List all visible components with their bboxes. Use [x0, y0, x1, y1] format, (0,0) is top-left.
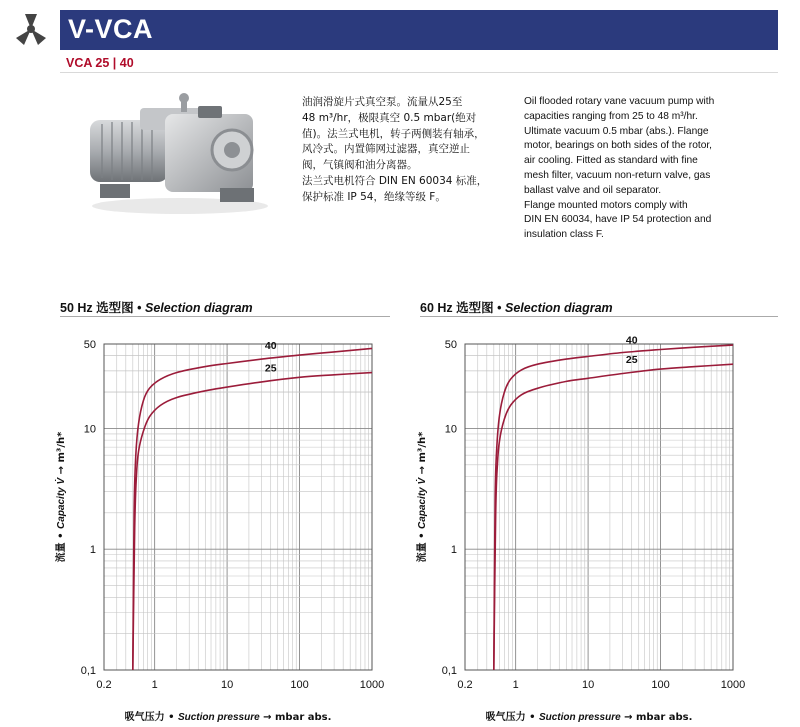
- x-tick-label: 0.2: [96, 679, 112, 691]
- model-subtitle: VCA 25 | 40: [66, 56, 134, 70]
- y-axis-label-cn: 流量: [56, 542, 67, 563]
- y-tick-label: 50: [83, 339, 96, 351]
- description-chinese: 油润滑旋片式真空泵。流量从25至 48 m³/hr，极限真空 0.5 mbar(绝对 值)。法兰式电机，转子两侧装有轴承， 风冷式。内置筛网过滤器，真空逆止 阀，气镇阀和油分离器。 法兰式电机符合 DIN EN 60034 标准， 保护标准 IP 54，绝缘等级 F。: [302, 96, 488, 203]
- y-tick-label: 0,1: [80, 665, 96, 677]
- series-line-40: [494, 345, 733, 670]
- page-title: V-VCA: [68, 14, 154, 44]
- y-axis-arrow-icon: →: [417, 462, 428, 478]
- x-axis-label-cn: 吸气压力: [485, 712, 526, 723]
- x-tick-label: 10: [581, 679, 595, 691]
- x-tick-label: 0.2: [457, 679, 473, 691]
- diagram-hz: 60 Hz: [420, 301, 453, 315]
- y-axis-label-dot: •: [417, 528, 428, 543]
- x-tick-label: 1000: [720, 679, 746, 691]
- y-tick-label: 10: [83, 423, 96, 436]
- series-label-40: 40: [264, 340, 277, 353]
- x-axis-arrow-icon: →: [259, 712, 275, 723]
- diagram-title-cn: 选型图: [96, 300, 134, 315]
- series-line-25: [494, 364, 733, 670]
- series-label-25: 25: [625, 354, 638, 367]
- y-axis-label-unit: m³/h*: [56, 431, 67, 463]
- y-tick-label: 10: [444, 423, 457, 436]
- y-tick-label: 1: [89, 544, 96, 557]
- y-axis-label-cn: 流量: [417, 542, 428, 563]
- y-axis-label-dot: •: [56, 528, 67, 543]
- series-label-40: 40: [625, 334, 638, 347]
- x-axis-label-unit: mbar abs.: [275, 712, 332, 723]
- x-axis-label-en: Suction pressure: [177, 712, 260, 723]
- x-tick-label: 1: [151, 679, 158, 691]
- y-tick-label: 0,1: [441, 665, 457, 677]
- x-axis-label-cn: 吸气压力: [124, 712, 165, 723]
- y-axis-label-en: Capacity V̇: [417, 477, 428, 529]
- y-axis-label-en: Capacity V̇: [56, 477, 67, 529]
- y-axis-label: [415, 431, 428, 562]
- y-axis-label-unit: m³/h*: [417, 431, 428, 463]
- diagram-title-en: Selection diagram: [504, 301, 613, 315]
- diagram-title-sep: •: [493, 301, 505, 315]
- series-label-25: 25: [264, 362, 277, 375]
- x-axis-label-dot: •: [164, 712, 178, 723]
- x-tick-label: 1000: [359, 679, 385, 691]
- x-axis-label-dot: •: [525, 712, 539, 723]
- description-english: Oil flooded rotary vane vacuum pump with capacities ranging from 25 to 48 m³/hr. Ultimate vacuum 0.5 mbar (abs.). Flange motor, bearings on both sides of the rotor, air cooling. Fitted as standard with fine mesh filter, vacuum non-return valve, gas ballast valve and oil separator. Flange mounted motors comply with DIN EN 60034, have IP 54 protection and insulation class F.: [524, 96, 715, 241]
- diagram-title-en: Selection diagram: [144, 301, 253, 315]
- x-tick-label: 10: [220, 679, 234, 691]
- diagram-title-sep: •: [133, 301, 145, 315]
- x-tick-label: 100: [290, 679, 309, 691]
- x-axis-arrow-icon: →: [620, 712, 636, 723]
- diagram-title-cn: 选型图: [456, 300, 494, 315]
- x-tick-label: 1: [512, 679, 519, 691]
- x-axis-label: [486, 710, 693, 723]
- y-axis-arrow-icon: →: [56, 462, 67, 478]
- diagram-hz: 50 Hz: [60, 301, 93, 315]
- y-tick-label: 50: [444, 339, 457, 351]
- x-tick-label: 100: [651, 679, 670, 691]
- x-axis-label-en: Suction pressure: [538, 712, 621, 723]
- y-tick-label: 1: [450, 544, 457, 557]
- plot-frame: [465, 344, 733, 670]
- x-axis-label-unit: mbar abs.: [636, 712, 693, 723]
